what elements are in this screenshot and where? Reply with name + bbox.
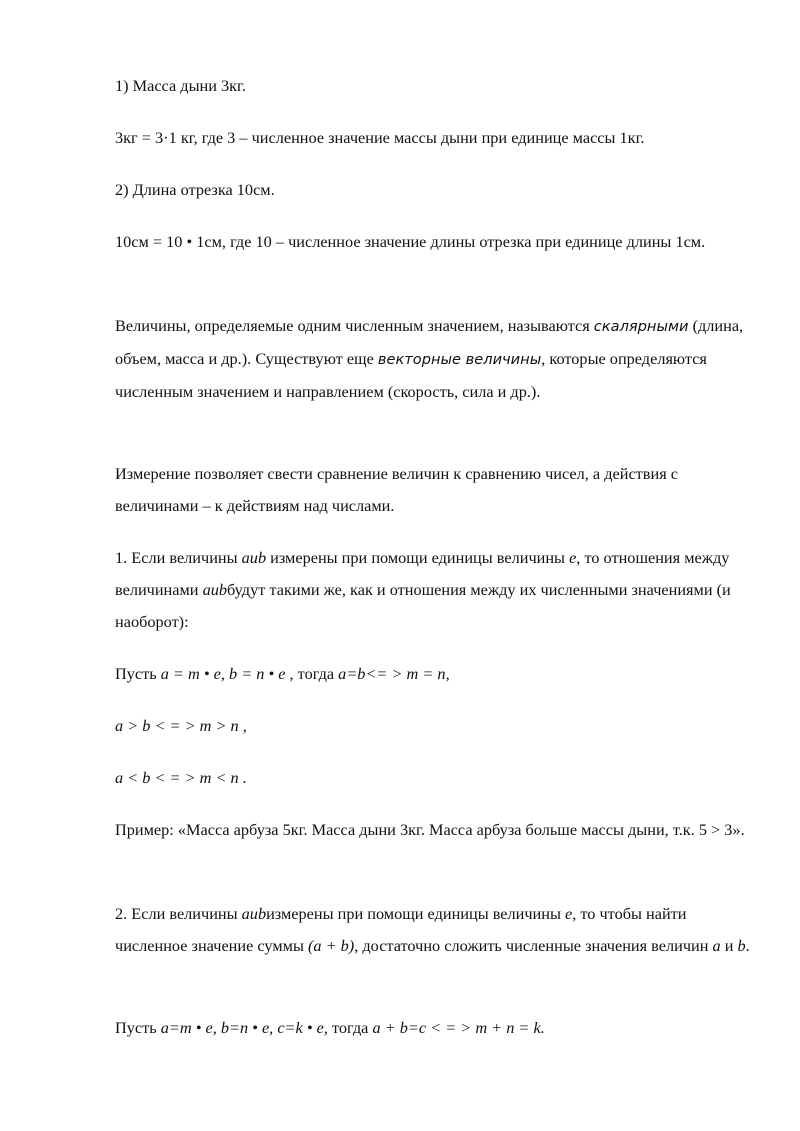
text: , тогда bbox=[285, 664, 339, 683]
formula-sum-equivalence: a + b=c < = > m + n = k. bbox=[372, 1018, 545, 1037]
formula-sum: (a + b) bbox=[307, 936, 355, 955]
text: и bbox=[720, 936, 738, 955]
formula-sum-rule bbox=[115, 1012, 755, 1044]
formula-equality bbox=[115, 658, 755, 690]
var-a: a bbox=[712, 936, 721, 955]
text: , которые определяются численным значением и направлением (скорость, сила и др.). bbox=[115, 349, 707, 401]
var-a-and-b: aиb bbox=[241, 548, 267, 567]
var-e: е bbox=[565, 904, 573, 923]
text: измерены при помощи единицы величины bbox=[266, 548, 570, 567]
paragraph-rule-1 bbox=[115, 542, 755, 638]
paragraph-example: Пример: «Масса арбуза 5кг. Масса дыни 3кг. Масса арбуза больше массы дыни, т.к. 5 > 3». bbox=[115, 820, 745, 839]
formula-equivalence: а=b<= > m = n, bbox=[338, 664, 450, 683]
text: измерены при помощи единицы величины bbox=[266, 904, 565, 923]
text: . bbox=[745, 936, 750, 955]
var-a-and-b: aиb bbox=[241, 904, 267, 923]
term-vector: векторные величины bbox=[377, 351, 542, 368]
paragraph-rule-2 bbox=[115, 898, 755, 962]
text: Величины, определяемые одним численным значением, называются bbox=[115, 316, 594, 335]
text: (длина, объем, масса и др.). Существуют еще bbox=[115, 316, 744, 368]
paragraph-measurement: Измерение позволяет свести сравнение величин к сравнению чисел, а действия с величинами – к действиям над числами. bbox=[115, 464, 678, 515]
term-scalar: скалярными bbox=[593, 318, 689, 335]
var-a-and-b: aиb bbox=[202, 580, 228, 599]
formula-definition: а = m • е, b = n • е bbox=[160, 664, 286, 683]
paragraph-melon-mass-formula: 3кг = 3·1 кг, где 3 – численное значение массы дыни при единице массы 1кг. bbox=[115, 128, 645, 147]
formula-greater: a > b < = > m > n , bbox=[115, 716, 247, 735]
paragraph-segment-length: 2) Длина отрезка 10см. bbox=[115, 180, 275, 199]
text: будут такими же, как и отношения между их численными значениями (и наоборот): bbox=[115, 580, 731, 631]
paragraph-melon-mass: 1) Масса дыни 3кг. bbox=[115, 76, 246, 95]
formula-less: a < b < = > m < n . bbox=[115, 768, 247, 787]
text: , достаточно сложить численные значения величин bbox=[354, 936, 713, 955]
text: , то отношения между величинами bbox=[115, 548, 730, 599]
var-e: е bbox=[569, 548, 577, 567]
paragraph-scalar-vector bbox=[115, 310, 755, 408]
text: , то чтобы найти численное значение суммы bbox=[115, 904, 687, 955]
text: 1. Если величины bbox=[115, 548, 242, 567]
text: 2. Если величины bbox=[115, 904, 242, 923]
text: Пусть bbox=[115, 1018, 161, 1037]
var-b: b bbox=[737, 936, 746, 955]
paragraph-segment-length-formula: 10см = 10 • 1см, где 10 – численное значение длины отрезка при единице длины 1см. bbox=[115, 232, 706, 251]
text: тогда bbox=[327, 1018, 373, 1037]
formula-definition: а=m • е, b=n • е, c=k • e, bbox=[160, 1018, 328, 1037]
text: Пусть bbox=[115, 664, 161, 683]
